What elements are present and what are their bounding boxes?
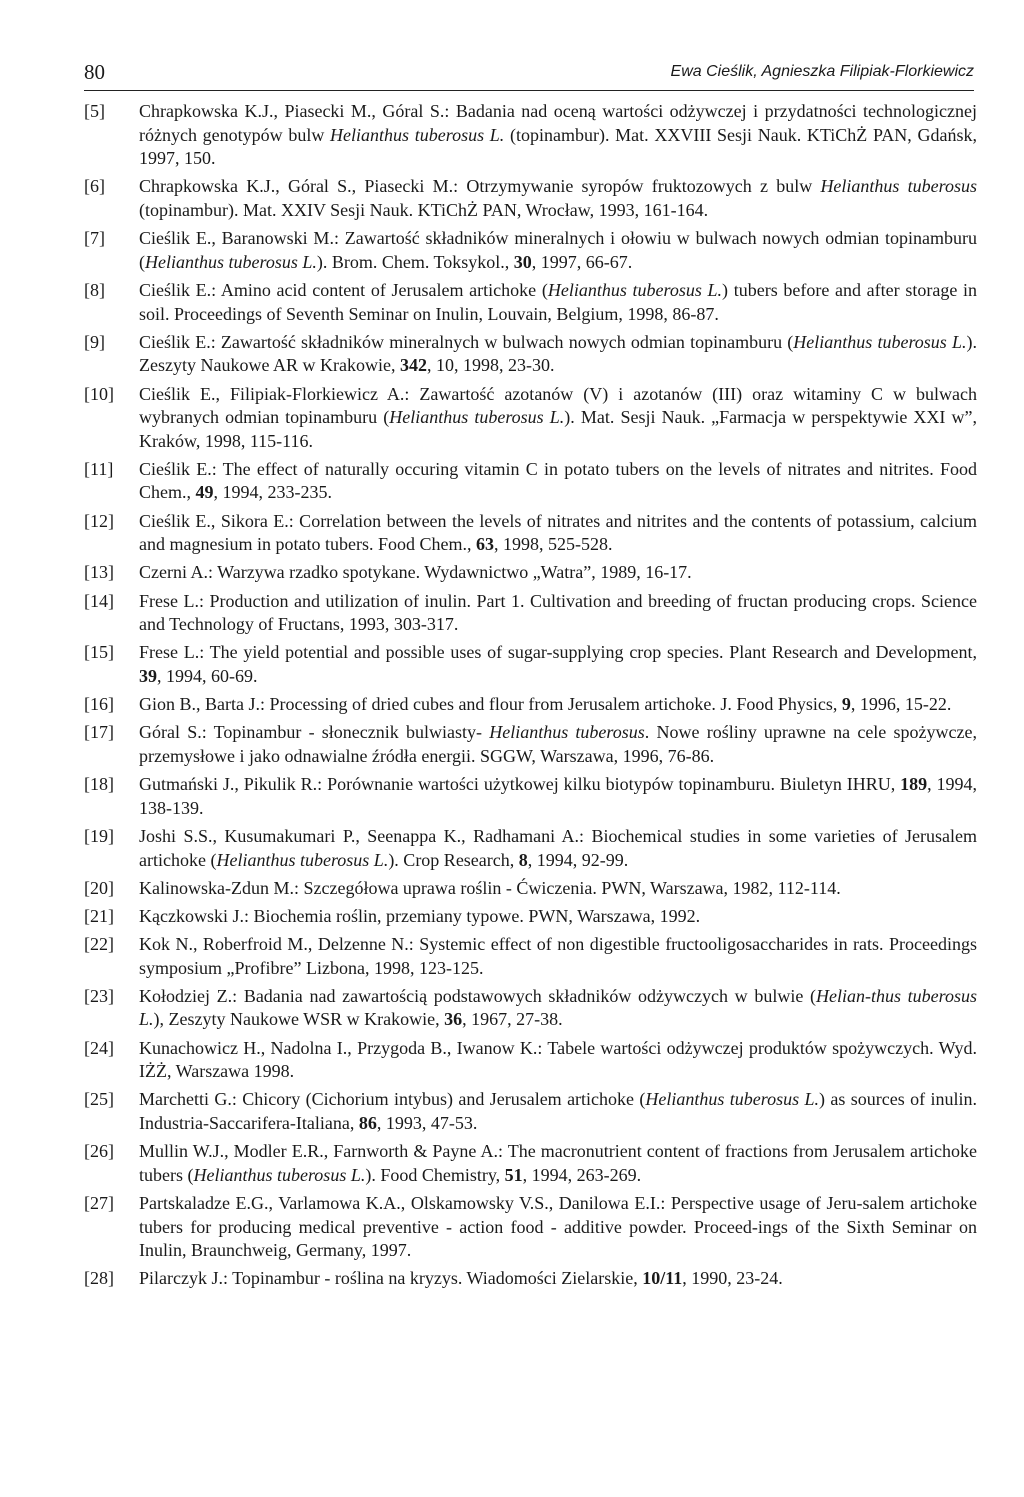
reference-number: [13] bbox=[84, 562, 114, 583]
reference-segment: Kołodziej Z.: Badania nad zawartością podstawowych składników odżywczych w bulwie ( bbox=[139, 985, 816, 1006]
species-name: Helianthus tuberosus L. bbox=[547, 279, 723, 300]
species-name: Helianthus tuberosus L. bbox=[389, 407, 565, 428]
reference-number: [19] bbox=[84, 825, 114, 846]
species-name: Helianthus tuberosus L. bbox=[145, 251, 317, 272]
reference-number: [16] bbox=[84, 694, 114, 715]
reference-segment: Kalinowska-Zdun M.: Szczegółowa uprawa roślin - Ćwiczenia. PWN, Warszawa, 1982, 112-114. bbox=[139, 877, 841, 898]
reference-text bbox=[139, 331, 977, 378]
reference-segment: Frese L.: Production and utilization of inulin. Part 1. Cultivation and breeding of fructan producing crops. Science and Technology of Fructans, 1993, 303-317. bbox=[139, 590, 977, 635]
reference-segment: , 1994, 233-235. bbox=[213, 482, 332, 503]
reference-text bbox=[139, 641, 977, 688]
reference-number: [14] bbox=[84, 590, 114, 611]
reference-segment: Pilarczyk J.: Topinambur - roślina na kryzys. Wiadomości Zielarskie, bbox=[139, 1268, 643, 1289]
reference-text bbox=[139, 825, 977, 872]
reference-item bbox=[84, 1267, 977, 1291]
volume-number: 9 bbox=[841, 694, 851, 715]
reference-item bbox=[84, 1140, 977, 1187]
reference-text bbox=[139, 510, 977, 557]
reference-segment: , 1994, 138-139. bbox=[139, 774, 977, 818]
reference-number: [21] bbox=[84, 905, 114, 926]
page-number: 80 bbox=[84, 60, 105, 84]
reference-segment: ). Mat. Sesji Nauk. „Farmacja w perspektywie XXI w”, Kraków, 1998, 115-116. bbox=[139, 407, 977, 451]
reference-segment: Kączkowski J.: Biochemia roślin, przemiany typowe. PWN, Warszawa, 1992. bbox=[139, 905, 701, 926]
reference-segment: Cieślik E., Sikora E.: Correlation between the levels of nitrates and nitrites and the contents of potassium, calcium and magnesium in potato tubers. Food Chem., bbox=[139, 510, 977, 555]
reference-item bbox=[84, 331, 977, 378]
reference-text bbox=[139, 773, 977, 820]
reference-item bbox=[84, 985, 977, 1032]
reference-segment: Cieślik E.: Amino acid content of Jerusalem artichoke ( bbox=[139, 279, 548, 300]
reference-text bbox=[139, 383, 977, 454]
reference-segment: Gion B., Barta J.: Processing of dried cubes and flour from Jerusalem artichoke. J. Food Physics, bbox=[139, 694, 842, 715]
volume-number: 36 bbox=[444, 1009, 463, 1030]
reference-text bbox=[139, 175, 977, 222]
reference-segment: Marchetti G.: Chicory (Cichorium intybus) and Jerusalem artichoke ( bbox=[139, 1089, 646, 1110]
page-header bbox=[84, 60, 974, 91]
species-name: Helianthus tuberosus bbox=[820, 176, 978, 197]
volume-number: 30 bbox=[513, 251, 532, 272]
reference-item bbox=[84, 825, 977, 872]
reference-segment: , 1990, 23-24. bbox=[682, 1268, 783, 1289]
reference-number: [25] bbox=[84, 1089, 114, 1110]
reference-text bbox=[139, 985, 977, 1032]
reference-item bbox=[84, 773, 977, 820]
reference-number: [8] bbox=[84, 279, 105, 300]
reference-item bbox=[84, 1037, 977, 1084]
reference-segment: Frese L.: The yield potential and possible uses of sugar-supplying crop species. Plant Research and Development, bbox=[139, 642, 977, 663]
reference-item bbox=[84, 100, 977, 171]
reference-text bbox=[139, 561, 977, 585]
species-name: Helianthus tuberosus L. bbox=[645, 1089, 820, 1110]
reference-segment: , 10, 1998, 23-30. bbox=[426, 355, 555, 376]
species-name: Helianthus tuberosus bbox=[489, 722, 645, 743]
reference-segment: ). Food Chemistry, bbox=[365, 1164, 505, 1185]
reference-item bbox=[84, 175, 977, 222]
reference-segment: , 1994, 263-269. bbox=[522, 1164, 642, 1185]
reference-text bbox=[139, 458, 977, 505]
reference-item bbox=[84, 905, 977, 929]
reference-segment: , 1998, 525-528. bbox=[493, 534, 613, 555]
reference-segment: , 1967, 27-38. bbox=[462, 1009, 563, 1030]
reference-segment: Partskaladze E.G., Varlamowa K.A., Olskamowsky V.S., Danilowa E.I.: Perspective usage of Jeru-salem artichoke tubers for producing medical preventive - action food - additive powder. Proceed-ings of the Sixth Seminar on Inulin, Braunchweig, Germany, 1997. bbox=[139, 1193, 977, 1261]
volume-number: 39 bbox=[139, 666, 157, 686]
reference-item bbox=[84, 933, 977, 980]
reference-number: [22] bbox=[84, 934, 114, 955]
reference-text bbox=[139, 721, 977, 768]
reference-segment: Chrapkowska K.J., Piasecki M., Góral S.: Badania nad oceną wartości odżywczej i przydatności technologicznej różnych genotypów bulw bbox=[139, 101, 977, 145]
reference-segment: Kok N., Roberfroid M., Delzenne N.: Systemic effect of non digestible fructooligosaccharides in rats. Proceedings symposium „Profibre” Lizbona, 1998, 123-125. bbox=[139, 934, 977, 978]
reference-number: [20] bbox=[84, 877, 114, 898]
reference-number: [11] bbox=[84, 458, 114, 479]
species-name: Helianthus tuberosus L. bbox=[793, 331, 967, 352]
reference-item bbox=[84, 510, 977, 557]
reference-item bbox=[84, 693, 977, 717]
reference-number: [6] bbox=[84, 176, 105, 197]
reference-number: [23] bbox=[84, 985, 114, 1006]
reference-segment: ), Zeszyty Naukowe WSR w Krakowie, bbox=[153, 1009, 445, 1030]
reference-number: [10] bbox=[84, 383, 114, 404]
volume-number: 10/11 bbox=[642, 1268, 683, 1289]
species-name: Helianthus tuberosus L. bbox=[193, 1164, 366, 1185]
reference-item bbox=[84, 383, 977, 454]
reference-segment: ). Crop Research, bbox=[388, 849, 519, 870]
reference-segment: ) tubers before and after storage in soil. Proceedings of Seventh Seminar on Inulin, Louvain, Belgium, 1998, 86-87. bbox=[139, 279, 977, 324]
reference-number: [12] bbox=[84, 510, 114, 531]
reference-segment: ). Brom. Chem. Toksykol., bbox=[316, 251, 514, 272]
reference-text bbox=[139, 933, 977, 980]
reference-item bbox=[84, 279, 977, 326]
reference-segment: Czerni A.: Warzywa rzadko spotykane. Wydawnictwo „Watra”, 1989, 16-17. bbox=[139, 562, 692, 583]
reference-segment: Cieślik E., Baranowski M.: Zawartość składników mineralnych i ołowiu w bulwach nowych odmian topinamburu ( bbox=[139, 228, 977, 272]
reference-item bbox=[84, 721, 977, 768]
reference-segment: Cieślik E.: Zawartość składników mineralnych w bulwach nowych odmian topinamburu ( bbox=[139, 331, 794, 352]
reference-segment: , 1996, 15-22. bbox=[850, 694, 952, 715]
reference-item bbox=[84, 1192, 977, 1263]
reference-segment: Joshi S.S., Kusumakumari P., Seenappa K., Radhamani A.: Biochemical studies in some varieties of Jerusalem artichoke ( bbox=[139, 825, 977, 870]
reference-item bbox=[84, 877, 977, 901]
reference-segment: , 1994, 60-69. bbox=[157, 666, 258, 686]
reference-text bbox=[139, 1140, 977, 1187]
reference-text bbox=[139, 905, 977, 929]
reference-item bbox=[84, 1088, 977, 1135]
running-head: Ewa Cieślik, Agnieszka Filipiak-Florkiewicz bbox=[670, 63, 974, 80]
volume-number: 49 bbox=[195, 482, 214, 503]
reference-number: [15] bbox=[84, 642, 114, 663]
volume-number: 8 bbox=[518, 849, 528, 870]
reference-number: [18] bbox=[84, 774, 114, 795]
volume-number: 51 bbox=[504, 1164, 523, 1185]
reference-item bbox=[84, 561, 977, 585]
volume-number: 86 bbox=[358, 1113, 377, 1134]
reference-number: [26] bbox=[84, 1141, 114, 1162]
reference-segment: Cieślik E.: The effect of naturally occuring vitamin C in potato tubers on the levels of nitrates and nitrites. Food Chem., bbox=[139, 458, 977, 503]
reference-text bbox=[139, 1192, 977, 1263]
reference-segment: Chrapkowska K.J., Góral S., Piasecki M.: Otrzymywanie syropów fruktozowych z bulw bbox=[139, 176, 821, 197]
reference-text bbox=[139, 100, 977, 171]
species-name: Helianthus tuberosus L. bbox=[216, 849, 389, 870]
reference-segment: Mullin W.J., Modler E.R., Farnworth & Payne A.: The macronutrient content of fractions from Jerusalem artichoke tubers ( bbox=[139, 1141, 977, 1185]
reference-segment: , 1993, 47-53. bbox=[376, 1113, 478, 1134]
reference-number: [5] bbox=[84, 101, 105, 121]
reference-segment: , 1994, 92-99. bbox=[527, 849, 629, 870]
volume-number: 63 bbox=[475, 534, 494, 555]
reference-list bbox=[84, 100, 977, 1296]
reference-text bbox=[139, 693, 977, 717]
reference-item bbox=[84, 227, 977, 274]
reference-text bbox=[139, 1037, 977, 1084]
reference-number: [27] bbox=[84, 1193, 114, 1213]
reference-text bbox=[139, 1088, 977, 1135]
reference-number: [17] bbox=[84, 722, 114, 743]
reference-segment: (topinambur). Mat. XXIV Sesji Nauk. KTiChŻ PAN, Wrocław, 1993, 161-164. bbox=[139, 199, 709, 220]
reference-number: [9] bbox=[84, 331, 105, 352]
reference-segment: Kunachowicz H., Nadolna I., Przygoda B., Iwanow K.: Tabele wartości odżywczej produktów spożywczych. Wyd. IŻŻ, Warszawa 1998. bbox=[139, 1037, 977, 1082]
reference-number: [7] bbox=[84, 228, 105, 249]
volume-number: 342 bbox=[399, 355, 427, 376]
reference-number: [24] bbox=[84, 1037, 114, 1058]
volume-number: 189 bbox=[900, 774, 928, 795]
reference-segment: , 1997, 66-67. bbox=[531, 251, 633, 272]
reference-item bbox=[84, 641, 977, 688]
reference-text bbox=[139, 590, 977, 637]
reference-segment: Góral S.: Topinambur - słonecznik bulwiasty- bbox=[139, 722, 490, 743]
species-name: Helianthus tuberosus L. bbox=[330, 124, 505, 145]
reference-text bbox=[139, 279, 977, 326]
reference-text bbox=[139, 1267, 977, 1291]
reference-segment: ). Zeszyty Naukowe AR w Krakowie, bbox=[139, 331, 978, 376]
reference-segment: ) as sources of inulin. Industria-Saccarifera-Italiana, bbox=[139, 1089, 978, 1134]
reference-item bbox=[84, 458, 977, 505]
reference-item bbox=[84, 590, 977, 637]
reference-text bbox=[139, 877, 977, 901]
species-name: Helian-thus tuberosus L. bbox=[139, 985, 977, 1030]
reference-segment: Gutmański J., Pikulik R.: Porównanie wartości użytkowej kilku biotypów topinamburu. Biuletyn IHRU, bbox=[139, 774, 901, 795]
reference-segment: (topinambur). Mat. XXVIII Sesji Nauk. KTiChŻ PAN, Gdańsk, 1997, 150. bbox=[139, 124, 977, 169]
reference-segment: Cieślik E., Filipiak-Florkiewicz A.: Zawartość azotanów (V) i azotanów (III) oraz witaminy C w bulwach wybranych odmian topinamburu ( bbox=[139, 383, 977, 428]
reference-segment: . Nowe rośliny uprawne na cele spożywcze, przemysłowe i jako odnawialne źródła energii. SGGW, Warszawa, 1996, 76-86. bbox=[139, 722, 977, 766]
reference-number: [28] bbox=[84, 1268, 114, 1289]
reference-text bbox=[139, 227, 977, 274]
